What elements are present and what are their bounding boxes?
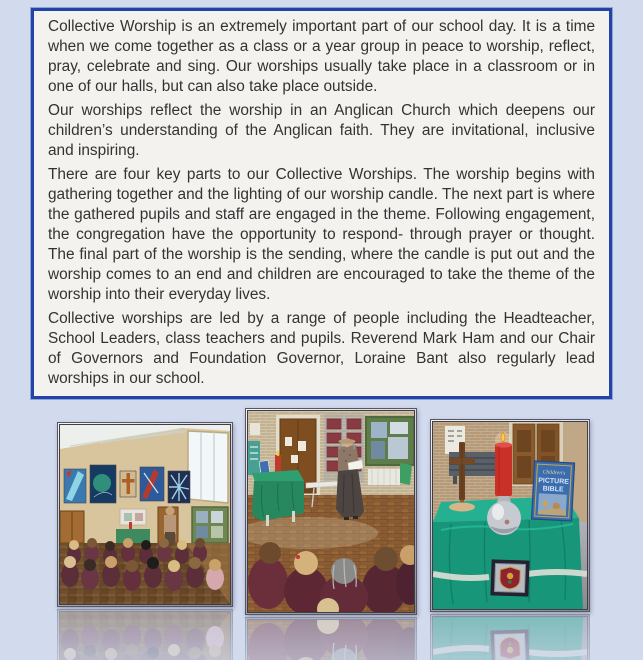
- wall-poster: [248, 441, 260, 475]
- standing-adult: [164, 507, 176, 544]
- white-ribbon-right: [527, 572, 587, 574]
- photo-children-seated-in-hall: [57, 422, 233, 607]
- green-display-board: [366, 417, 414, 465]
- paragraph-introduction: Collective Worship is an extremely important part of our school day. It is a time when we come together as a class or a year group in peace to worship, reflect, pray, celebrate and sing. Our worships usually take place in a classroom or in one of our halls, but can also take place outside.: [48, 18, 595, 95]
- svg-text:PICTURE: PICTURE: [538, 477, 570, 486]
- photo-worship-leader-reading: [245, 408, 417, 615]
- hall-window: [188, 431, 228, 503]
- paragraph-four-key-parts: There are four key parts to our Collective Worships. The worship begins with gathering together and the lighting of our worship candle. The next part is where the gathered pupils and staff are engaged in the theme. Following engagement, the congregation have the opportunity to respond- through prayer or thought. The final part of the worship is the sending, where the candle is put out and the worship comes to an end and children are encouraged to take the theme of the worship into their everyday lives.: [48, 166, 595, 303]
- collective-worship-text-box: [31, 8, 612, 399]
- paragraph-worship-leaders: Collective worships are led by a range of people including the Headteacher, School Leaders, class teachers and pupils. Reverend Mark Ham and our Chair of Governors and Foundation Governor, Loraine Bant also regularly lead worships in our school.: [48, 310, 595, 387]
- hall-scene-illustration: [60, 425, 230, 604]
- school-badge: [490, 559, 529, 596]
- paragraph-anglican-church: Our worships reflect the worship in an Anglican Church which deepens our children’s understanding of the Anglican faith. They are invitational, inclusive and inspiring.: [48, 102, 595, 159]
- worship-leading-illustration: [248, 411, 414, 612]
- photo-worship-table: [430, 419, 590, 612]
- svg-text:BIBLE: BIBLE: [542, 485, 564, 494]
- wall-artwork-panels: [64, 465, 190, 503]
- worship-table-illustration: [433, 422, 587, 609]
- svg-text:Children's: Children's: [542, 469, 566, 477]
- green-chair: [400, 463, 412, 485]
- picture-bible-book: [532, 461, 575, 521]
